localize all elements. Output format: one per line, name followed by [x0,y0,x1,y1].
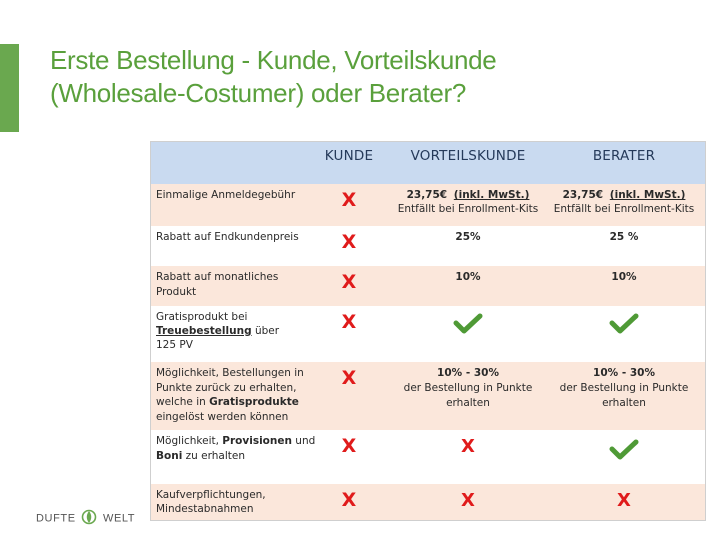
berater-value [549,226,699,266]
row-label [156,362,326,430]
row-label: Rabatt auf Endkundenpreis [156,231,299,243]
table-header-row [151,142,705,184]
fee-sub: Entfällt bei Enrollment-Kits [397,203,539,215]
label-line: Mindestabnahmen [156,503,254,515]
label-line: über [251,325,280,337]
comparison-table [150,141,706,521]
table-row [151,226,705,266]
cross-icon: X [461,490,475,511]
title-line-1: Erste Bestellung - Kunde, Vorteilskunde [50,45,497,75]
table-row [151,184,705,226]
row-label: Einmalige Anmeldegebühr [156,189,296,201]
logo-text-left: DUFTE [36,512,76,525]
cross-icon: X [341,231,357,253]
label-line: Möglichkeit, Bestellungen in [156,367,304,379]
label-line: Rabatt auf monatliches [156,271,279,283]
accent-bar [0,44,19,132]
row-label [156,484,326,520]
label-line: Kaufverpflichtungen, [156,489,266,501]
header-kunde: KUNDE [324,148,374,164]
vorteil-value [383,226,553,266]
header-berater: BERATER [592,148,656,164]
label-line: zu erhalten [182,450,245,462]
vorteil-value [383,266,553,306]
table-row [151,306,705,362]
percent-value: 10% [455,271,481,283]
row-label [156,306,326,362]
fee-sub: Entfällt bei Enrollment-Kits [553,203,695,215]
percent-value: 25% [455,231,481,243]
cross-icon: X [617,490,631,511]
label-line: und [291,435,316,447]
cross-icon: X [341,435,357,457]
label-line: Punkte zurück zu erhalten, [156,381,297,394]
cross-icon: X [341,189,357,211]
berater-value [549,266,699,306]
cross-icon: X [341,311,357,333]
table-row [151,266,705,306]
row-label [156,430,326,484]
value-line: erhalten [602,397,646,409]
label-line: Gratisprodukt bei [156,311,248,323]
vorteil-value [383,362,553,430]
percent-value: 10% [611,271,637,283]
vorteil-value [383,184,553,226]
title-line-2: (Wholesale-Costumer) oder Berater? [50,78,467,108]
value-line: erhalten [446,397,490,409]
label-bold: Provisionen [222,435,292,447]
row-label [156,266,326,306]
label-line: eingelöst werden können [156,410,289,423]
header-vorteilskunde: VORTEILSKUNDE [410,148,526,164]
berater-value [549,184,699,226]
label-line: welche in [156,396,210,408]
check-icon [383,306,553,362]
table-row [151,362,705,430]
table-row [151,484,705,520]
label-line: 125 PV [156,339,193,351]
percent-value: 25 % [609,231,639,243]
label-line: Möglichkeit, [156,435,223,447]
fee-amount: 23,75€ [562,189,604,201]
dufte-welt-logo [36,509,135,528]
cross-icon: X [461,436,475,457]
table-row [151,430,705,484]
globe-leaf-icon [81,509,97,528]
logo-text-right: WELT [102,512,136,525]
label-bold: Boni [156,450,183,462]
fee-amount: 23,75€ [406,189,448,201]
label-bold: Gratisprodukte [209,396,299,408]
fee-note: (inkl. MwSt.) [609,189,686,201]
berater-value [549,362,699,430]
label-line: Produkt [156,286,197,298]
value-line: der Bestellung in Punkte [403,382,533,394]
check-icon [549,430,699,484]
fee-note: (inkl. MwSt.) [453,189,530,201]
value-line: der Bestellung in Punkte [559,382,689,394]
percent-range: 10% - 30% [437,367,499,379]
cross-icon: X [341,367,357,389]
cross-icon: X [341,271,357,293]
label-bold: Treuebestellung [156,325,252,337]
percent-range: 10% - 30% [593,367,655,379]
cross-icon: X [341,489,357,511]
slide-title [50,44,690,110]
check-icon [549,306,699,362]
